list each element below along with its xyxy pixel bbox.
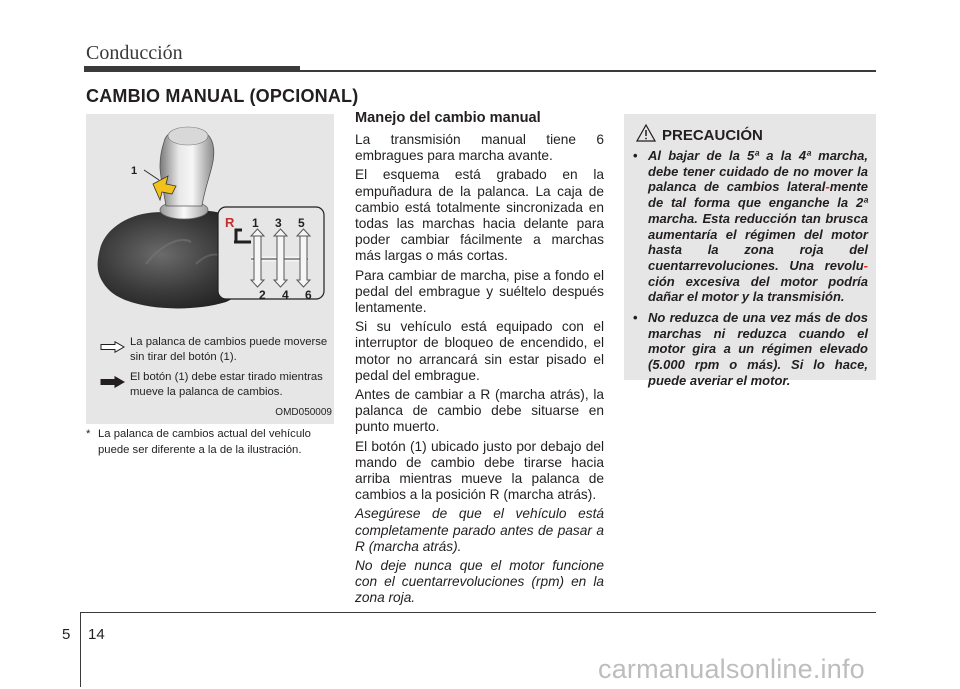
- italic-paragraph: Asegúrese de que el vehículo está completamente parado antes de pasar a R (marcha atrás).: [355, 506, 604, 554]
- solid-arrow-icon: [100, 370, 130, 400]
- shift-label-2: 2: [259, 288, 266, 302]
- figure-box: [86, 114, 334, 424]
- warning-triangle-icon: [636, 124, 656, 147]
- shift-label-5: 5: [298, 216, 305, 230]
- section-title: CAMBIO MANUAL (OPCIONAL): [86, 86, 359, 106]
- bullet: •: [633, 310, 638, 326]
- shift-label-r: R: [225, 215, 235, 230]
- paragraph: El esquema está grabado en la empuñadura de la palanca. La caja de cambio está totalmente sincronizada en todas las marchas hacia delante para poder cambiar fácilmente a marchas más largas o más cortas.: [355, 167, 604, 264]
- footer-rule: [80, 612, 876, 613]
- shift-label-3: 3: [275, 216, 282, 230]
- caution-box: [624, 114, 876, 388]
- bullet: •: [633, 148, 638, 163]
- page-divider: [80, 612, 81, 687]
- shift-label-4: 4: [282, 288, 289, 302]
- page-number: 14: [88, 626, 105, 643]
- legend-row-pull: [100, 370, 334, 400]
- footnote: [86, 427, 336, 458]
- paragraph: Para cambiar de marcha, pise a fondo el pedal del embrague y suéltelo después lentamente.: [355, 267, 604, 316]
- paragraph: La transmisión manual tiene 6 embragues para marcha avante.: [355, 132, 604, 164]
- shift-label-6: 6: [305, 288, 312, 302]
- legend-row-free: [100, 335, 334, 365]
- section-number: 5: [62, 626, 71, 643]
- header-title: Conducción: [86, 42, 183, 64]
- caution-item: • No reduzca de una vez más de dos marchas ni reduzca cuando el motor gira a un régimen elevado (5.000 rpm o más). Si lo hace, puede averiar el motor.: [633, 310, 868, 388]
- watermark: carmanualsonline.info: [598, 654, 865, 684]
- header-rule-thick: [84, 66, 300, 72]
- footnote-line1: La palanca de cambios actual del vehículo: [98, 428, 311, 440]
- footnote-star: *: [86, 428, 91, 440]
- legend-text-free: La palanca de cambios puede moverse sin tirar del botón (1).: [130, 336, 328, 363]
- caution-title: PRECAUCIÓN: [662, 127, 763, 144]
- paragraph: Antes de cambiar a R (marcha atrás), la palanca de cambio debe situarse en punto muerto.: [355, 387, 604, 435]
- italic-paragraph: No deje nunca que el motor funcione con el cuentarrevoluciones (rpm) en la zona roja.: [355, 558, 604, 606]
- caution-item: • Al bajar de la 5ª a la 4ª marcha, debe tener cuidado de no mover la palanca de cambios lateral-mente de tal forma que enganche la 2ª marcha. Esta reducción tan brusca aumentaría el régimen del motor hasta la zona roja del cuentarrevoluciones. Una revolu-ción excesiva del motor podría dañar el motor y la transmisión.: [633, 148, 868, 305]
- legend-text-pull: El botón (1) debe estar tirado mientras mueve la palanca de cambios.: [130, 371, 323, 398]
- paragraph: Si su vehículo está equipado con el interruptor de bloqueo de encendido, el motor no arrancará sin estar pisado el pedal del embrague.: [355, 319, 604, 383]
- shift-label-1: 1: [252, 216, 259, 230]
- caution-list: [630, 148, 868, 390]
- gear-shifter-illustration: [86, 114, 334, 329]
- footnote-line2: puede ser diferente a la de la ilustración.: [98, 443, 302, 456]
- figure-code: OMD050009: [275, 407, 332, 418]
- paragraph: El botón (1) ubicado justo por debajo del mando de cambio debe tirarse hacia arriba mientras mueve la palanca de cambios a la posición R (marcha atrás).: [355, 438, 604, 503]
- outline-arrow-icon: [100, 335, 130, 365]
- main-heading: Manejo del cambio manual: [355, 110, 541, 126]
- header-rule-thin: [300, 70, 876, 72]
- caution-header: [636, 124, 763, 147]
- main-column: [355, 110, 604, 610]
- callout-number: 1: [131, 165, 138, 177]
